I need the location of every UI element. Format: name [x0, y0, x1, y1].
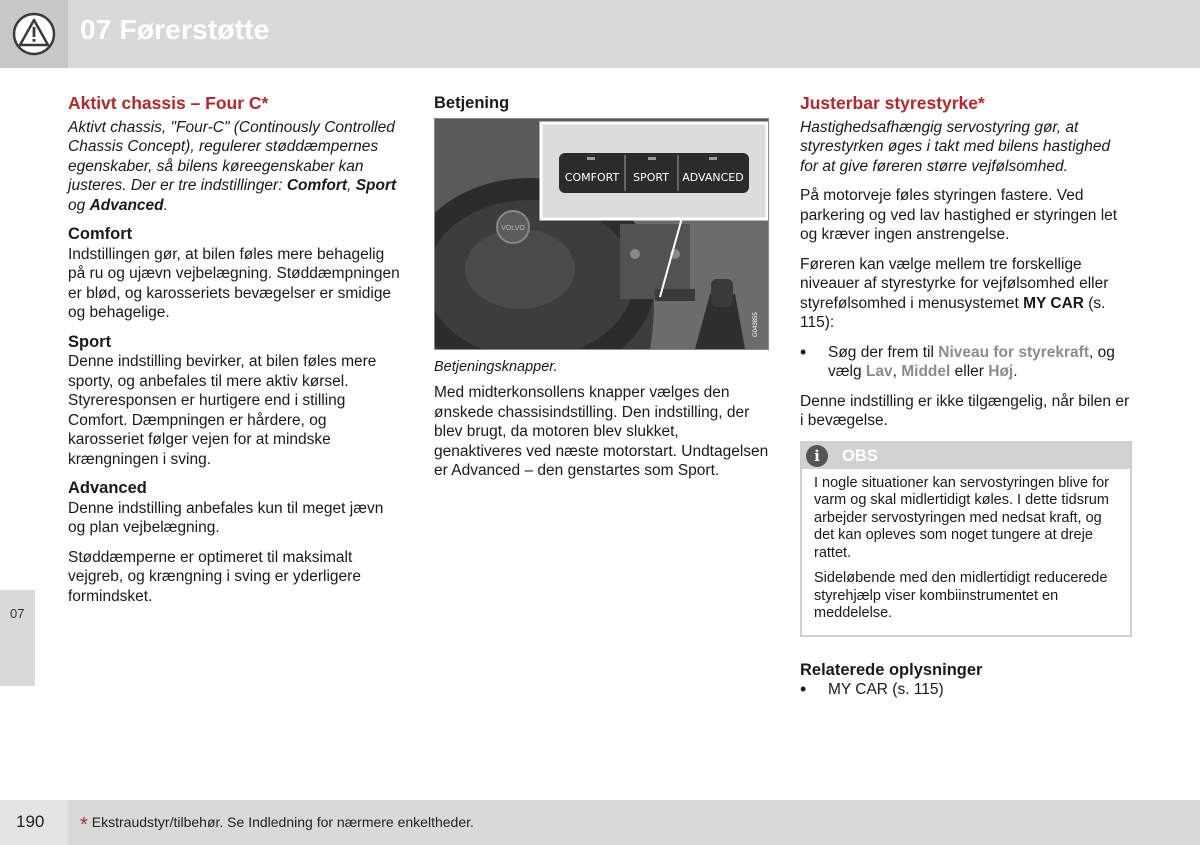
steering-bullet-list — [800, 343, 1132, 382]
photo-caption: Betjeningsknapper. — [434, 358, 558, 375]
chapter-side-tab — [0, 590, 35, 686]
volvo-logo-text: VOLVO — [501, 224, 525, 232]
my-car-menu: MY CAR — [1023, 294, 1084, 312]
footnote-star: * — [80, 814, 88, 836]
steering-p1: På motorveje føles styringen fastere. Ved parkering og ved lav hastighed er styringen let og kræver ingen anstrengelse. — [800, 187, 1118, 243]
intro-end: . — [163, 196, 168, 214]
info-icon: i — [806, 445, 828, 467]
steering-bullet-item — [800, 343, 1132, 382]
intro-sport: Sport — [355, 177, 397, 194]
column-active-chassis — [68, 94, 403, 616]
p2-text-a: Føreren kan vælge mellem tre forskellige niveauer af styrestyrke for vejfølsomhed eller styrefølsomhed i menusystemet — [800, 255, 1109, 312]
page-number: 190 — [16, 812, 45, 831]
active-chassis-intro — [68, 118, 403, 216]
obs-label: OBS — [842, 446, 878, 465]
advanced-heading: Advanced — [68, 479, 147, 497]
bullet-text-c: , — [892, 363, 902, 380]
obs-note-header — [802, 443, 1130, 469]
section-title-steering-force: Justerbar styrestyrke* — [800, 93, 985, 113]
bullet-text-d: eller — [950, 363, 989, 380]
page-footer — [0, 800, 1200, 845]
operation-heading: Betjening — [434, 94, 510, 112]
bullet-text-b: , og vælg — [828, 343, 1115, 380]
steering-p3: Denne indstilling er ikke tilgængelig, når bilen er i bevægelse. — [800, 392, 1130, 429]
warning-triangle-icon — [12, 12, 56, 56]
comfort-button: COMFORT — [564, 170, 620, 184]
related-info-heading: Relaterede oplysninger — [800, 660, 983, 679]
page-header — [0, 0, 1200, 68]
chapter-side-tab-label: 07 — [10, 606, 25, 621]
column-operation — [434, 94, 769, 491]
menu-option-low: Lav — [865, 363, 893, 380]
intro-advanced: Advanced — [89, 196, 164, 214]
intro-og: og — [68, 196, 90, 214]
obs-note-box — [800, 441, 1132, 637]
column-steering-force — [800, 94, 1132, 710]
bullet-text-a: Søg der frem til — [828, 343, 939, 361]
comfort-text: Indstillingen gør, at bilen føles mere behagelig på ru og ujævn vejbelægning. Støddæmpningen er blød, og karosseriets bevægelser er smidige og behagelige. — [68, 245, 400, 321]
section-title-active-chassis: Aktivt chassis – Four C* — [68, 93, 269, 113]
menu-steering-level: Niveau for styrekraft — [938, 343, 1090, 361]
footnote — [80, 814, 474, 837]
advanced-text-2: Støddæmperne er optimeret til maksimalt vejgreb, og krængning i sving er yderligere formindsket. — [68, 548, 361, 605]
steering-intro: Hastighedsafhængig servostyring gør, at styrestyrken øges i takt med bilens hastighed for at give føreren større vejfølsomhed. — [800, 118, 1111, 175]
bullet-text-e: . — [1013, 363, 1018, 380]
sport-heading: Sport — [68, 332, 112, 351]
image-code: G043855 — [753, 311, 759, 337]
sport-text: Denne indstilling bevirker, at bilen føles mere sporty, og anbefales til mere aktiv kørsel. Styreresponsen er hurtigere end i stilling Comfort. Dæmpningen er hårdere, og karosseriet følger vejen for at mindske krængningen i sving. — [68, 353, 377, 468]
obs-text-1: I nogle situationer kan servostyringen blive for varm og skal midlertidigt køles. I dette tidsrum arbejder servostyringen med nedsat kraft, og det kan opleves som noget tungere at dreje rattet. — [814, 474, 1109, 561]
steering-p2 — [800, 255, 1132, 333]
related-info-link-my-car[interactable]: • MY CAR (s. 115) — [800, 680, 1132, 700]
intro-text: Aktivt chassis, "Four-C" (Continously Controlled Chassis Concept), regulerer støddæmpernes egenskaber, så bilens køreegenskaber kan justeres. Der er tre indstillinger: — [68, 118, 395, 194]
intro-comfort: Comfort — [286, 177, 348, 194]
related-info-list — [800, 680, 1132, 700]
footnote-text: Ekstraudstyr/tilbehør. Se Indledning for nærmere enkeltheder. — [91, 814, 474, 830]
chapter-title: 07 Førerstøtte — [80, 14, 270, 45]
intro-comma: , — [347, 177, 356, 194]
advanced-button: ADVANCED — [682, 170, 744, 184]
warning-icon-box — [0, 0, 68, 68]
dashboard-illustration — [435, 119, 768, 349]
control-buttons-photo — [434, 118, 769, 350]
page-number-box — [0, 800, 68, 845]
advanced-text: Denne indstilling anbefales kun til meget jævn og plan vejbelægning. — [68, 499, 384, 536]
operation-text: Med midterkonsollens knapper vælges den ønskede chassisindstilling. Den indstilling, der blev brugt, da motoren blev slukket, genaktiveres ved næste motorstart. Undtagelsen er Advanced – den genstartes som Sport. — [434, 384, 769, 479]
p2-text-b: (s. 115): — [800, 294, 1106, 331]
menu-option-medium: Middel — [901, 363, 951, 380]
comfort-heading: Comfort — [68, 225, 133, 243]
sport-button: SPORT — [633, 170, 669, 184]
obs-note-body — [802, 469, 1130, 635]
menu-option-high: Høj — [988, 363, 1014, 380]
obs-text-2: Sideløbende med den midlertidigt reducerede styrehjælp viser kombiinstrumentet en meddelelse. — [814, 570, 1108, 621]
